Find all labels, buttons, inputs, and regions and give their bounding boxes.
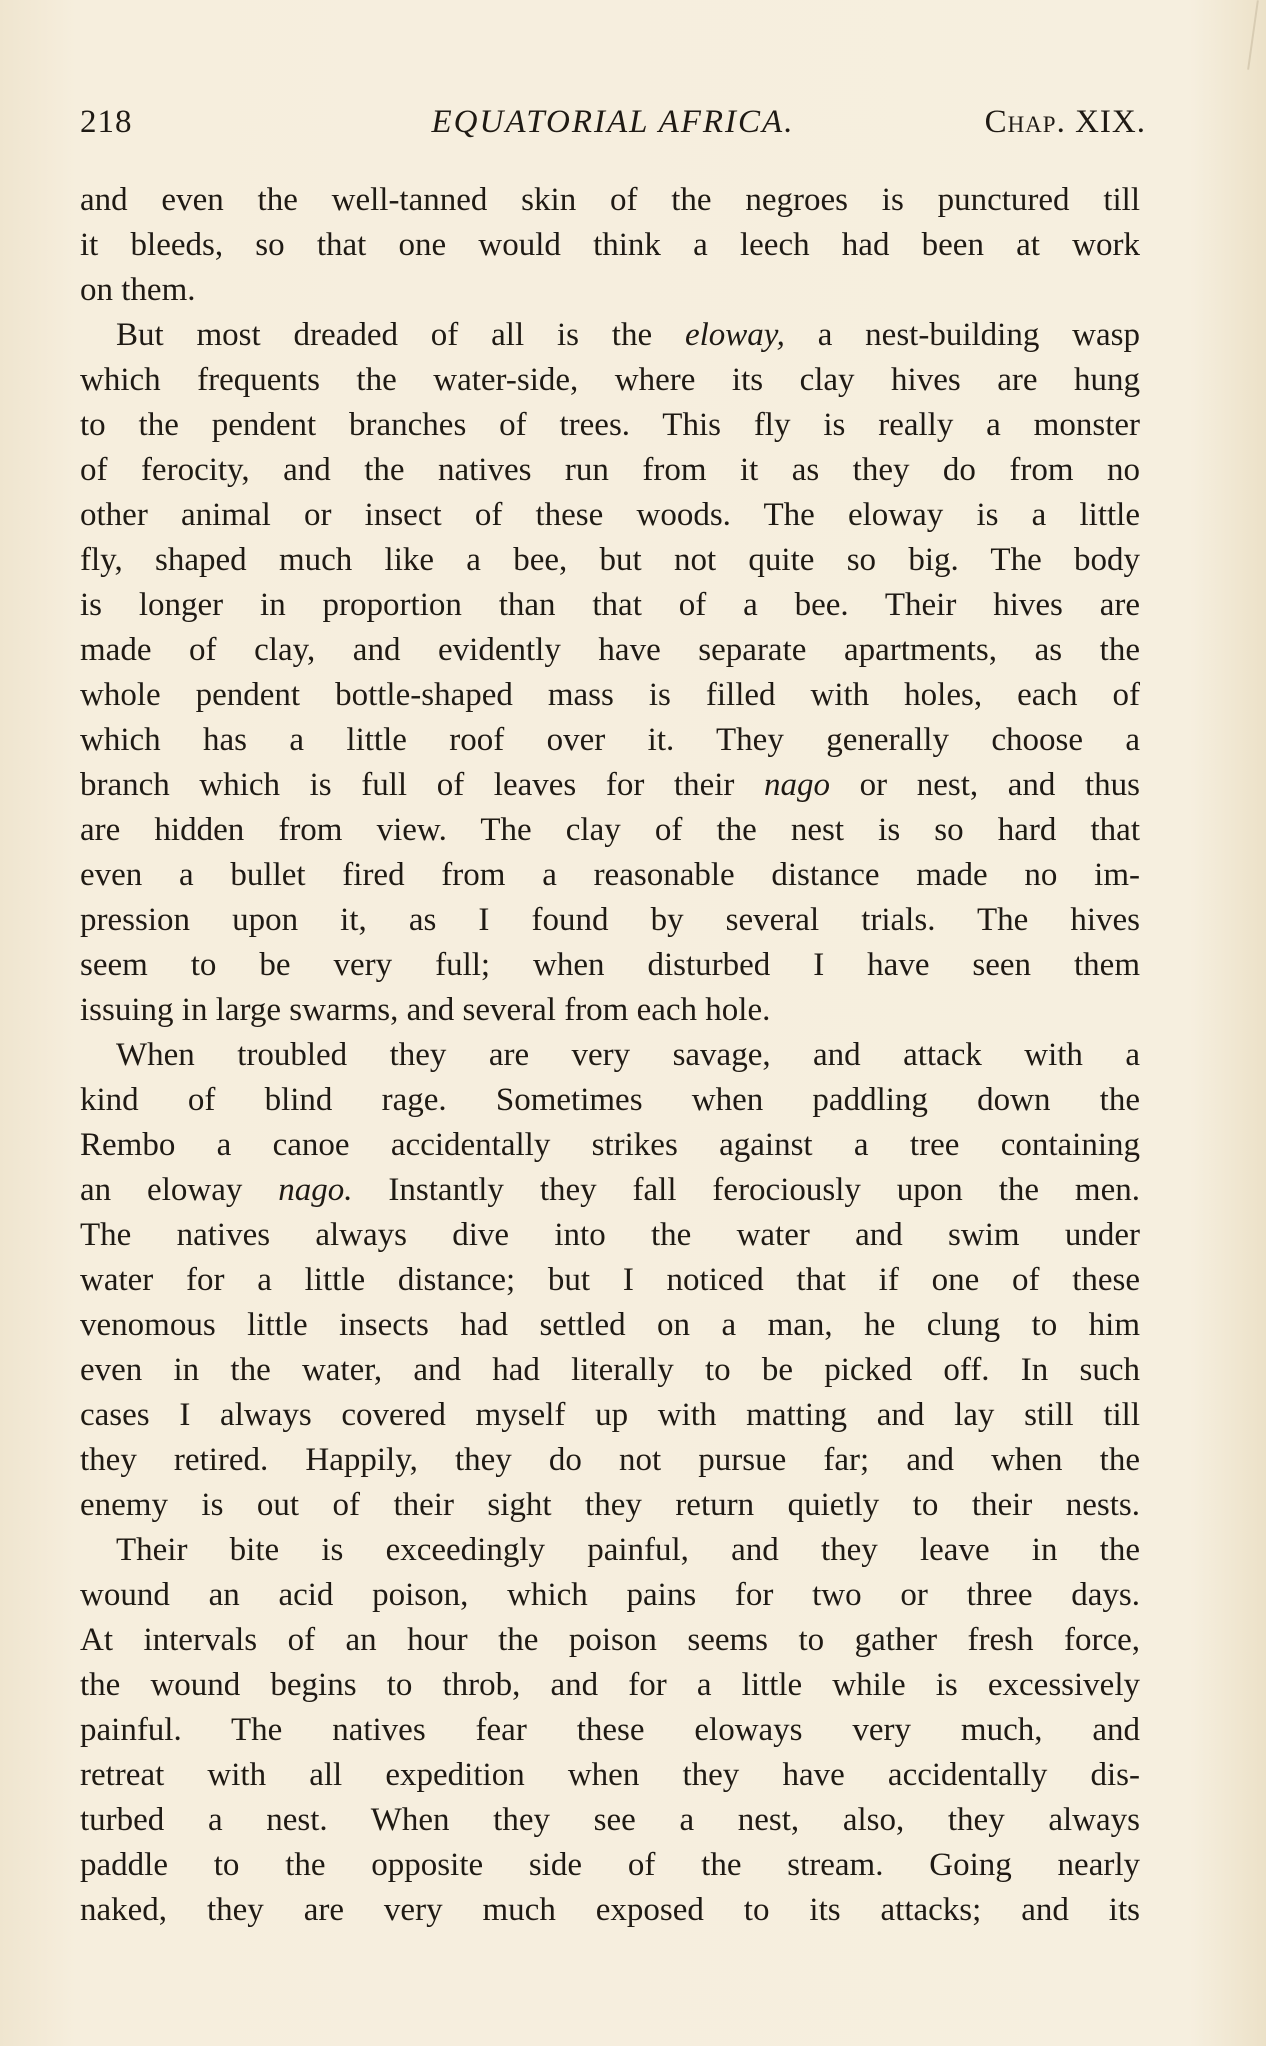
text-line (80, 1168, 1140, 1213)
text-run: other animal or insect of these woods. The eloway is a little (80, 497, 1140, 533)
italic-word: nago. (278, 1172, 353, 1208)
text-run: venomous little insects had settled on a man, he clung to him (80, 1307, 1140, 1343)
text-line (80, 493, 1140, 538)
text-run: which has a little roof over it. They generally choose a (80, 722, 1140, 758)
text-run: which frequents the water-side, where its clay hives are hung (80, 362, 1140, 398)
text-run: made of clay, and evidently have separate apartments, as the (80, 632, 1140, 668)
text-line (80, 1753, 1140, 1798)
text-run: cases I always covered myself up with matting and lay still till (80, 1397, 1140, 1433)
text-line (80, 1033, 1140, 1078)
text-line (80, 1573, 1140, 1618)
text-run: an eloway (80, 1172, 279, 1208)
text-line (80, 988, 1140, 1033)
text-line (80, 1303, 1140, 1348)
text-run: seem to be very full; when disturbed I have seen them (80, 947, 1140, 983)
text-line (80, 178, 1140, 223)
text-run: even a bullet fired from a reasonable distance made no im- (80, 857, 1140, 893)
text-run: The natives always dive into the water and swim under (80, 1217, 1140, 1253)
text-line (80, 1618, 1140, 1663)
text-run: But most dreaded of all is the (116, 317, 685, 353)
text-line (80, 583, 1140, 628)
italic-word: eloway, (684, 317, 785, 353)
text-run: branch which is full of leaves for their (80, 767, 765, 803)
text-run: Instantly they fall ferociously upon the men. (352, 1172, 1140, 1208)
text-line (80, 1528, 1140, 1573)
text-line (80, 763, 1140, 808)
chapter-reference: Chap. XIX. (984, 104, 1146, 140)
text-line (80, 313, 1140, 358)
text-run: wound an acid poison, which pains for two or three days. (80, 1577, 1140, 1613)
text-run: retreat with all expedition when they have accidentally dis- (80, 1757, 1140, 1793)
text-line (80, 1213, 1140, 1258)
text-run: enemy is out of their sight they return quietly to their nests. (80, 1487, 1140, 1523)
text-line (80, 358, 1140, 403)
text-run: paddle to the opposite side of the stream. Going nearly (80, 1847, 1140, 1883)
text-run: water for a little distance; but I noticed that if one of these (80, 1262, 1140, 1298)
text-run: the wound begins to throb, and for a little while is excessively (80, 1667, 1140, 1703)
text-run: Their bite is exceedingly painful, and they leave in the (116, 1532, 1140, 1568)
text-line (80, 1708, 1140, 1753)
text-run: even in the water, and had literally to be picked off. In such (80, 1352, 1140, 1388)
text-line (80, 718, 1140, 763)
text-line (80, 943, 1140, 988)
italic-word: nago (764, 767, 831, 803)
text-run: painful. The natives fear these eloways very much, and (80, 1712, 1140, 1748)
text-run: Rembo a canoe accidentally strikes against a tree containing (80, 1127, 1140, 1163)
text-run: is longer in proportion than that of a bee. Their hives are (80, 587, 1140, 623)
running-title: EQUATORIAL AFRICA. (431, 104, 795, 140)
text-line (80, 853, 1140, 898)
text-run: whole pendent bottle-shaped mass is filled with holes, each of (80, 677, 1140, 713)
text-line (80, 1438, 1140, 1483)
text-run: on them. (80, 272, 196, 308)
text-line (80, 1663, 1140, 1708)
text-run: When troubled they are very savage, and attack with a (116, 1037, 1140, 1073)
text-run: and even the well-tanned skin of the negroes is punctured till (80, 182, 1140, 218)
text-line (80, 403, 1140, 448)
text-line (80, 448, 1140, 493)
text-line (80, 808, 1140, 853)
text-run: naked, they are very much exposed to its attacks; and its (80, 1892, 1140, 1928)
text-line (80, 1843, 1140, 1888)
text-line (80, 1483, 1140, 1528)
text-line (80, 1888, 1140, 1933)
text-line (80, 628, 1140, 673)
text-run: it bleeds, so that one would think a leech had been at work (80, 227, 1140, 263)
text-run: they retired. Happily, they do not pursue far; and when the (80, 1442, 1140, 1478)
page-edge-line (1247, 0, 1259, 70)
running-head (80, 104, 1146, 148)
text-run: fly, shaped much like a bee, but not quite so big. The body (80, 542, 1140, 578)
text-run: kind of blind rage. Sometimes when paddling down the (80, 1082, 1140, 1118)
text-line (80, 223, 1140, 268)
text-line (80, 1393, 1140, 1438)
text-run: to the pendent branches of trees. This fly is really a monster (80, 407, 1140, 443)
text-run: a nest-building wasp (784, 317, 1140, 353)
text-line (80, 1348, 1140, 1393)
text-line (80, 538, 1140, 583)
text-run: At intervals of an hour the poison seems to gather fresh force, (80, 1622, 1140, 1658)
text-line (80, 268, 1140, 313)
text-run: or nest, and thus (830, 767, 1140, 803)
text-run: are hidden from view. The clay of the nest is so hard that (80, 812, 1140, 848)
body-text (80, 178, 1140, 1933)
text-run: of ferocity, and the natives run from it as they do from no (80, 452, 1140, 488)
text-run: issuing in large swarms, and several from each hole. (80, 992, 771, 1028)
page-number: 218 (80, 104, 133, 140)
text-line (80, 1123, 1140, 1168)
text-run: turbed a nest. When they see a nest, also, they always (80, 1802, 1140, 1838)
text-line (80, 1078, 1140, 1123)
text-line (80, 1798, 1140, 1843)
text-line (80, 898, 1140, 943)
text-line (80, 1258, 1140, 1303)
text-run: pression upon it, as I found by several trials. The hives (80, 902, 1140, 938)
text-line (80, 673, 1140, 718)
